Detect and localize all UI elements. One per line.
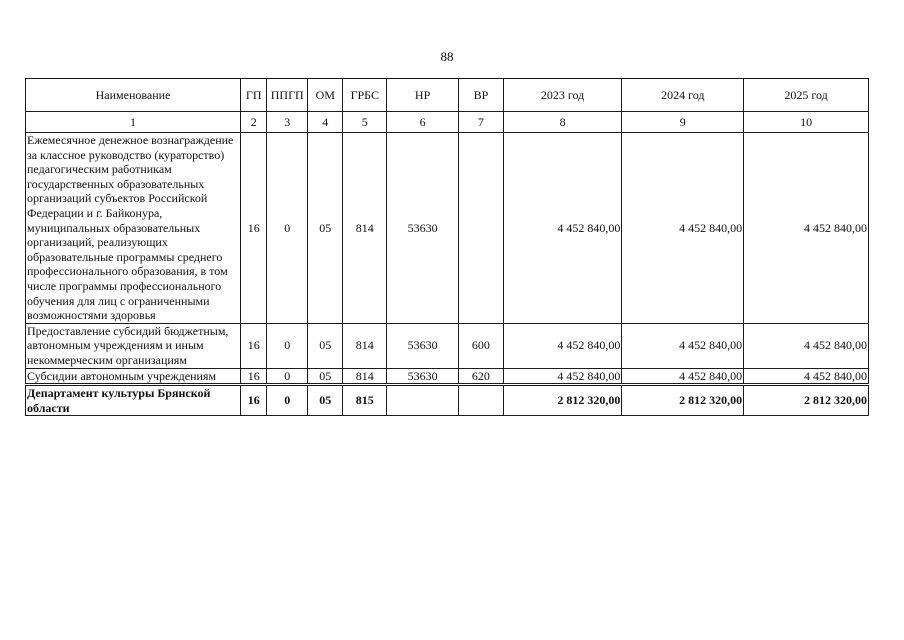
row-name: Ежемесячное денежное вознаграждение за классное руководство (кураторство) педагогическим работникам государственных образовательных организаций субъектов Российской Федерации и г. Байконура, муниципальных образовательных организаций, реализующих образовательные программы среднего профессионального образования, в том числе программы профессионального обучения для лиц с ограниченными возможностями здоровья (26, 133, 241, 324)
header-2024: 2024 год (622, 79, 744, 112)
column-number: 6 (387, 112, 459, 133)
column-number: 5 (343, 112, 387, 133)
row-2025: 4 452 840,00 (744, 323, 869, 368)
row-nr: 53630 (387, 323, 459, 368)
header-2025: 2025 год (744, 79, 869, 112)
row-ppgp: 0 (267, 323, 308, 368)
row-ppgp: 0 (267, 385, 308, 416)
row-nr (387, 385, 459, 416)
row-om: 05 (307, 385, 343, 416)
header-nr: НР (387, 79, 459, 112)
table-row-department (26, 385, 869, 416)
row-2023: 4 452 840,00 (503, 323, 622, 368)
row-om: 05 (307, 368, 343, 385)
row-2023: 4 452 840,00 (503, 133, 622, 324)
row-vr (459, 385, 504, 416)
row-2025: 4 452 840,00 (744, 133, 869, 324)
row-gp: 16 (241, 368, 267, 385)
row-vr: 620 (459, 368, 504, 385)
row-vr (459, 133, 504, 324)
row-name: Предоставление субсидий бюджетным, автономным учреждениям и иным некоммерческим организациям (26, 323, 241, 368)
row-vr: 600 (459, 323, 504, 368)
column-number: 10 (744, 112, 869, 133)
row-ppgp: 0 (267, 133, 308, 324)
column-number: 9 (622, 112, 744, 133)
header-vr: ВР (459, 79, 504, 112)
column-number: 3 (267, 112, 308, 133)
header-gp: ГП (241, 79, 267, 112)
row-grbs: 814 (343, 323, 387, 368)
table-row (26, 368, 869, 385)
column-number: 2 (241, 112, 267, 133)
row-2024: 4 452 840,00 (622, 368, 744, 385)
row-name: Департамент культуры Брянской области (26, 385, 241, 416)
column-number: 8 (503, 112, 622, 133)
row-2024: 4 452 840,00 (622, 323, 744, 368)
row-grbs: 814 (343, 368, 387, 385)
row-gp: 16 (241, 385, 267, 416)
header-name: Наименование (26, 79, 241, 112)
row-2025: 4 452 840,00 (744, 368, 869, 385)
row-nr: 53630 (387, 368, 459, 385)
column-number: 4 (307, 112, 343, 133)
table-row (26, 323, 869, 368)
row-2025: 2 812 320,00 (744, 385, 869, 416)
row-nr: 53630 (387, 133, 459, 324)
row-2023: 2 812 320,00 (503, 385, 622, 416)
row-gp: 16 (241, 133, 267, 324)
column-number-row (26, 112, 869, 133)
header-2023: 2023 год (503, 79, 622, 112)
row-om: 05 (307, 323, 343, 368)
header-ppgp: ППГП (267, 79, 308, 112)
header-row (26, 79, 869, 112)
budget-table (25, 78, 869, 416)
row-ppgp: 0 (267, 368, 308, 385)
table-row (26, 133, 869, 324)
header-grbs: ГРБС (343, 79, 387, 112)
page-number: 88 (440, 49, 454, 64)
row-2024: 2 812 320,00 (622, 385, 744, 416)
row-grbs: 814 (343, 133, 387, 324)
column-number: 7 (459, 112, 504, 133)
column-number: 1 (26, 112, 241, 133)
row-2023: 4 452 840,00 (503, 368, 622, 385)
row-om: 05 (307, 133, 343, 324)
row-grbs: 815 (343, 385, 387, 416)
header-om: ОМ (307, 79, 343, 112)
row-name: Субсидии автономным учреждениям (26, 368, 241, 385)
row-2024: 4 452 840,00 (622, 133, 744, 324)
row-gp: 16 (241, 323, 267, 368)
